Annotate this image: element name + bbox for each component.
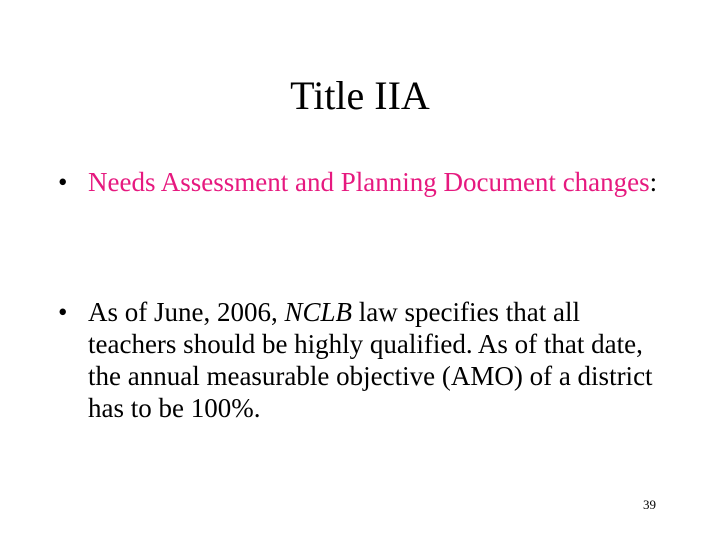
slide-title: Title IIA bbox=[290, 73, 430, 118]
bullet-text-pre: As of June, 2006, bbox=[88, 297, 285, 327]
bullet-text bbox=[88, 166, 668, 198]
bullet-text-post: law specifies that all teachers should be highly qualified. As of that date, the annual measurable objective (AMO) of a district has to be 100%. bbox=[88, 297, 653, 423]
bullet-item-needs-assessment bbox=[58, 166, 668, 198]
bullet-highlight-text: Needs Assessment and Planning Document changes bbox=[88, 167, 650, 197]
bullet-text-emphasis: NCLB bbox=[284, 297, 353, 327]
bullet-item-nclb bbox=[58, 296, 668, 424]
bullet-suffix: : bbox=[649, 167, 658, 197]
bullet-dot: • bbox=[58, 167, 68, 197]
bullet-text bbox=[88, 296, 668, 424]
page-number: 39 bbox=[643, 497, 656, 512]
bullet-dot: • bbox=[58, 297, 68, 327]
